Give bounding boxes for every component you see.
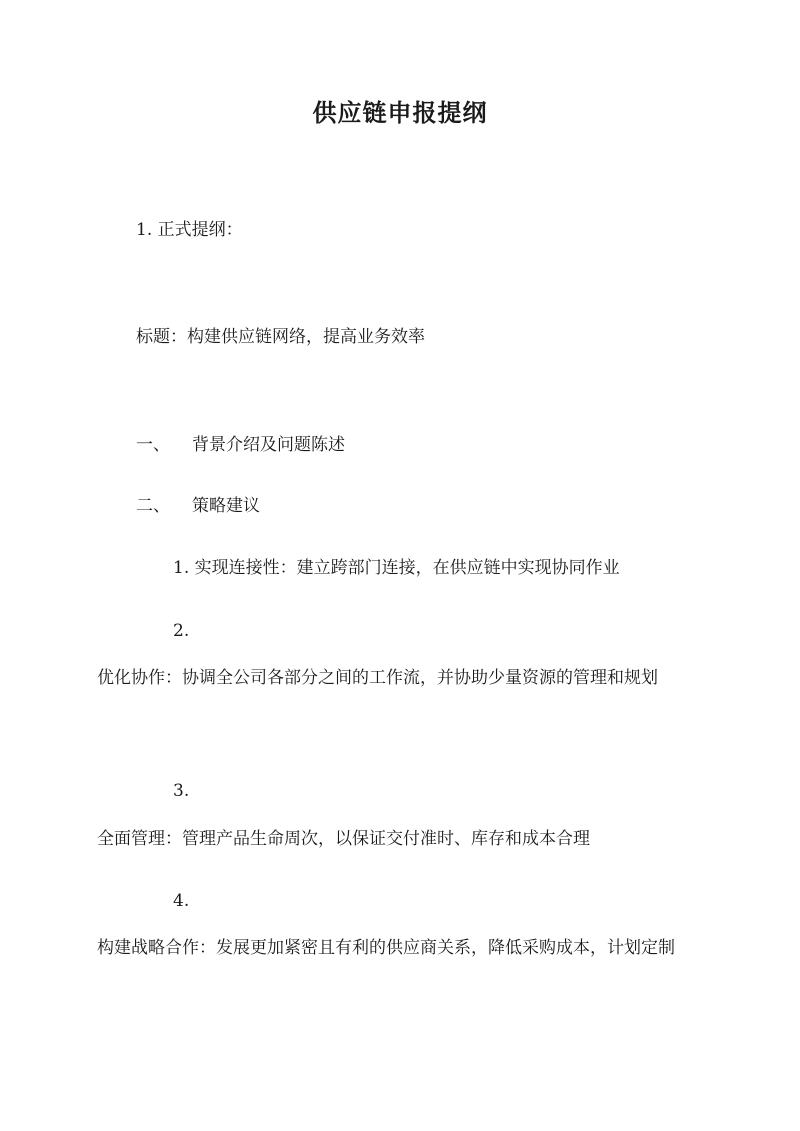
list-item-3-text: 全面管理：管理产品生命周次，以保证交付准时、库存和成本合理: [97, 829, 590, 849]
list-item-4-number: 4.: [173, 891, 190, 911]
section-1: [136, 433, 345, 457]
list-item-4-text: 构建战略合作：发展更加紧密且有利的供应商关系，降低采购成本，计划定制: [97, 938, 675, 958]
section-1-number: 一、: [136, 435, 170, 455]
list-item-2-number: 2.: [173, 621, 190, 641]
list-item-2-text: 优化协作：协调全公司各部分之间的工作流，并协助少量资源的管理和规划: [97, 668, 658, 688]
section-2-number: 二、: [136, 496, 170, 516]
document-title: 供应链申报提纲: [312, 98, 488, 127]
list-item-1-text: 实现连接性：建立跨部门连接，在供应链中实现协同作业: [194, 558, 620, 578]
list-item-1: [173, 556, 620, 580]
section-2: [136, 494, 260, 518]
list-item-1-number: 1.: [173, 558, 190, 578]
list-item-3-number: 3.: [173, 781, 190, 801]
outline-label: 1. 正式提纲：: [136, 220, 243, 240]
heading-line: 标题：构建供应链网络，提高业务效率: [136, 327, 425, 347]
section-1-text: 背景介绍及问题陈述: [192, 435, 345, 455]
section-2-text: 策略建议: [192, 496, 260, 516]
